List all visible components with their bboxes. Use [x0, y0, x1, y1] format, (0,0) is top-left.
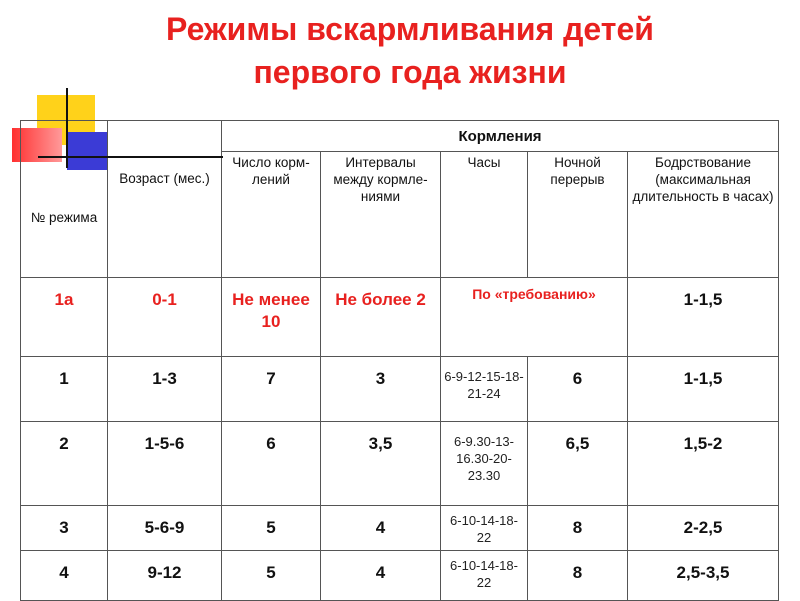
- cell-intervals: 4: [321, 506, 441, 551]
- cell-count: Не менее 10: [222, 278, 321, 357]
- cell-hours: 6-10-14-18-22: [441, 506, 528, 551]
- decor-horizontal-line: [38, 156, 223, 158]
- cell-mode: 4: [21, 551, 108, 601]
- cell-count: 5: [222, 551, 321, 601]
- cell-mode: 2: [21, 422, 108, 506]
- page-title: [40, 8, 780, 94]
- cell-wakefulness: 1-1,5: [628, 357, 779, 422]
- cell-intervals: 4: [321, 551, 441, 601]
- cell-wakefulness: 1-1,5: [628, 278, 779, 357]
- header-feedings-group: Кормления: [222, 121, 779, 152]
- cell-age: 0-1: [108, 278, 222, 357]
- cell-wakefulness: 1,5-2: [628, 422, 779, 506]
- header-intervals: Интервалы между кормле-ниями: [321, 152, 441, 278]
- header-age: Возраст (мес.): [108, 121, 222, 278]
- cell-intervals: Не более 2: [321, 278, 441, 357]
- cell-night-break: 8: [528, 551, 628, 601]
- cell-hours: 6-10-14-18-22: [441, 551, 528, 601]
- cell-on-demand: По «требованию»: [441, 278, 628, 357]
- table-row: [21, 357, 779, 422]
- cell-hours: 6-9.30-13-16.30-20-23.30: [441, 422, 528, 506]
- cell-night-break: 6: [528, 357, 628, 422]
- cell-night-break: 6,5: [528, 422, 628, 506]
- cell-age: 9-12: [108, 551, 222, 601]
- cell-age: 1-3: [108, 357, 222, 422]
- cell-age: 1-5-6: [108, 422, 222, 506]
- header-mode: № режима: [21, 121, 108, 278]
- cell-hours: 6-9-12-15-18-21-24: [441, 357, 528, 422]
- table-row: [21, 551, 779, 601]
- table-row: [21, 422, 779, 506]
- cell-mode: 1а: [21, 278, 108, 357]
- header-hours: Часы: [441, 152, 528, 278]
- header-wakefulness: Бодрствование (максимальная длительность в часах): [628, 152, 779, 278]
- cell-mode: 3: [21, 506, 108, 551]
- cell-mode: 1: [21, 357, 108, 422]
- cell-intervals: 3,5: [321, 422, 441, 506]
- title-line-1: Режимы вскармливания детей: [166, 11, 654, 47]
- cell-night-break: 8: [528, 506, 628, 551]
- header-row-1: [21, 121, 779, 152]
- cell-age: 5-6-9: [108, 506, 222, 551]
- feeding-regimes-table: [20, 120, 779, 601]
- cell-wakefulness: 2,5-3,5: [628, 551, 779, 601]
- table-row: [21, 278, 779, 357]
- title-line-2: первого года жизни: [253, 54, 567, 90]
- header-night-break: Ночной перерыв: [528, 152, 628, 278]
- cell-intervals: 3: [321, 357, 441, 422]
- cell-wakefulness: 2-2,5: [628, 506, 779, 551]
- cell-count: 6: [222, 422, 321, 506]
- table-row: [21, 506, 779, 551]
- cell-count: 5: [222, 506, 321, 551]
- header-count: Число корм-лений: [222, 152, 321, 278]
- cell-count: 7: [222, 357, 321, 422]
